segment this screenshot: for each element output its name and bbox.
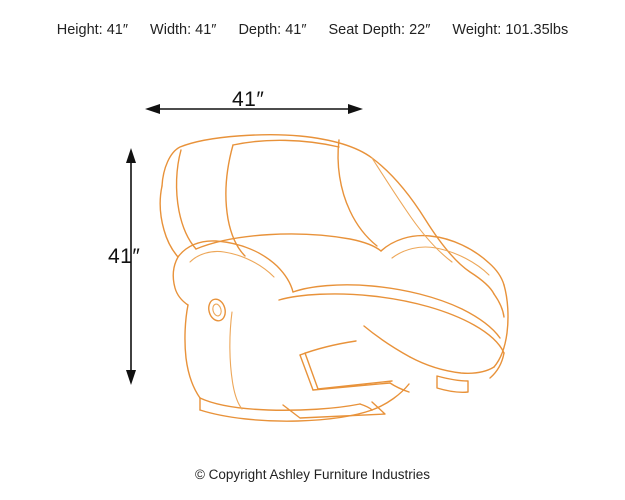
spec-depth: Depth: 41″ bbox=[238, 22, 307, 38]
height-arrow bbox=[126, 148, 136, 385]
width-arrow bbox=[145, 104, 363, 114]
copyright-text: © Copyright Ashley Furniture Industries bbox=[194, 467, 431, 482]
width-dimension-label: 41″ bbox=[232, 88, 265, 111]
height-dimension-label: 41″ bbox=[108, 245, 141, 268]
spec-weight: Weight: 101.35lbs bbox=[452, 22, 569, 38]
spec-seat-depth: Seat Depth: 22″ bbox=[328, 22, 431, 38]
spec-width: Width: 41″ bbox=[150, 22, 217, 38]
recliner-illustration bbox=[160, 135, 508, 421]
spec-height: Height: 41″ bbox=[56, 22, 128, 38]
